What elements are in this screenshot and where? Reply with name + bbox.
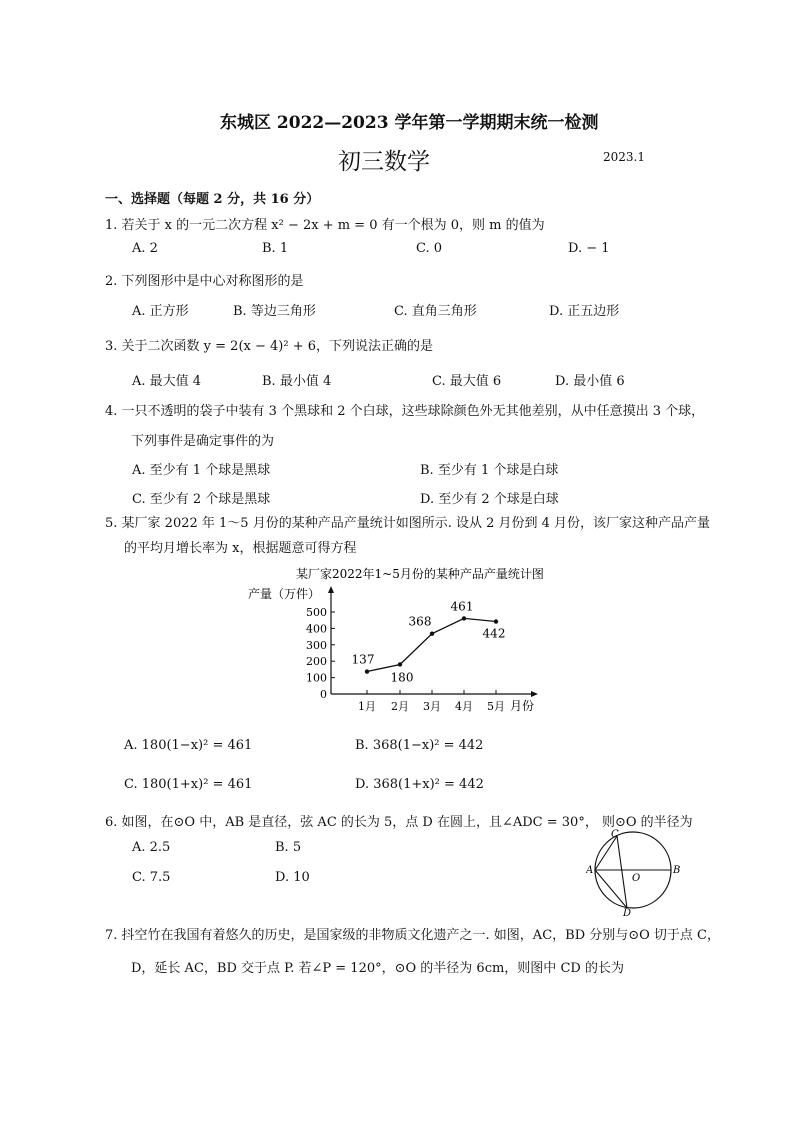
chart-title: 某厂家2022年1~5月份的某种产品产量统计图: [296, 567, 544, 581]
q2-option-d: D. 正五边形: [549, 304, 620, 319]
q4-option-d: D. 至少有 2 个球是白球: [420, 492, 559, 507]
q4-option-c: C. 至少有 2 个球是黑球: [132, 492, 271, 507]
label-b: B: [673, 865, 681, 876]
y-axis-arrow: [328, 586, 334, 593]
q2-option-b: B. 等边三角形: [233, 304, 316, 319]
question-6: 6. 如图，在⊙O 中，AB 是直径，弦 AC 的长为 5，点 D 在圆上，且∠ADC = 30°， 则⊙O 的半径为: [105, 815, 693, 830]
q6-option-a: A. 2.5: [132, 840, 171, 855]
q4-option-b: B. 至少有 1 个球是白球: [420, 463, 559, 478]
x-axis-arrow: [531, 691, 538, 697]
x-tick-label: 4月: [455, 700, 473, 713]
subject-title: 初三数学: [338, 149, 430, 175]
q1-option-c: C. 0: [416, 241, 443, 256]
chord-ac: [595, 836, 617, 870]
q3-option-a: A. 最大值 4: [132, 374, 202, 389]
question-5-line-2: 的平均月增长率为 x，根据题意可得方程: [124, 541, 357, 556]
section-heading: 一、选择题（每题 2 分，共 16 分）: [105, 192, 320, 207]
q2-option-a: A. 正方形: [132, 304, 189, 319]
data-point: [365, 669, 369, 673]
question-4-line-1: 4. 一只不透明的袋子中装有 3 个黑球和 2 个白球，这些球除颜色外无其他差别，从中任意摸出 3 个球，: [105, 404, 705, 419]
data-label: 180: [390, 670, 414, 685]
data-point: [430, 631, 434, 635]
data-label: 461: [450, 599, 474, 614]
exam-date: 2023.1: [603, 150, 645, 164]
data-point: [494, 619, 498, 623]
x-tick-label: 1月: [358, 700, 376, 713]
y-tick-label: 300: [306, 638, 327, 652]
q1-option-d: D. − 1: [568, 241, 610, 256]
label-c: C: [611, 829, 619, 840]
x-tick-label: 2月: [391, 700, 409, 713]
y-tick-label: 200: [306, 655, 327, 669]
q1-option-a: A. 2: [132, 241, 158, 256]
label-d: D: [623, 908, 632, 918]
y-tick-label: 100: [306, 671, 327, 685]
question-5-line-1: 5. 某厂家 2022 年 1～5 月份的某种产品产量统计如图所示. 设从 2 月份到 4 月份，该厂家这种产品产量: [105, 516, 711, 531]
label-o: O: [632, 873, 641, 884]
q6-option-c: C. 7.5: [132, 870, 171, 885]
y-tick-label: 0: [320, 688, 327, 701]
q2-option-c: C. 直角三角形: [394, 304, 477, 319]
question-1: 1. 若关于 x 的一元二次方程 x² − 2x + m = 0 有一个根为 0，则 m 的值为: [105, 218, 545, 233]
q3-option-c: C. 最大值 6: [432, 374, 502, 389]
y-tick-label: 500: [306, 606, 327, 619]
chart-xlabel: 月份: [510, 699, 535, 713]
question-4-line-2: 下列事件是确定事件的为: [131, 434, 275, 449]
circle-figure: [586, 828, 686, 918]
chart-ylabel: 产量（万件）: [248, 587, 321, 601]
q6-option-b: B. 5: [275, 840, 302, 855]
q4-option-a: A. 至少有 1 个球是黑球: [132, 463, 271, 478]
y-tick-label: 400: [306, 622, 327, 636]
x-tick-label: 5月: [487, 700, 505, 713]
question-7-line-2: D，延长 AC，BD 交于点 P. 若∠P = 120°，⊙O 的半径为 6cm，则图中 CD 的长为: [131, 961, 624, 976]
data-point: [398, 662, 402, 666]
q6-option-d: D. 10: [275, 870, 310, 885]
q5-option-b: B. 368(1−x)² = 442: [355, 738, 484, 753]
production-line-chart: [240, 562, 560, 722]
q3-option-b: B. 最小值 4: [262, 374, 332, 389]
data-label: 442: [482, 626, 506, 641]
question-7-line-1: 7. 抖空竹在我国有着悠久的历史，是国家级的非物质文化遗产之一. 如图，AC，BD 分别与⊙O 切于点 C，: [105, 928, 721, 943]
q5-option-d: D. 368(1+x)² = 442: [355, 777, 484, 792]
data-label: 368: [408, 614, 432, 629]
q1-option-b: B. 1: [262, 241, 289, 256]
series-line: [367, 618, 496, 671]
q5-option-a: A. 180(1−x)² = 461: [124, 738, 253, 753]
exam-title: 东城区 2022—2023 学年第一学期期末统一检测: [220, 113, 599, 133]
q3-option-d: D. 最小值 6: [555, 374, 625, 389]
data-point: [462, 616, 466, 620]
data-label: 137: [351, 652, 375, 667]
label-a: A: [586, 865, 594, 876]
question-3: 3. 关于二次函数 y = 2(x − 4)² + 6，下列说法正确的是: [105, 339, 433, 354]
question-2: 2. 下列图形中是中心对称图形的是: [105, 274, 304, 289]
x-tick-label: 3月: [423, 700, 441, 713]
q5-option-c: C. 180(1+x)² = 461: [124, 777, 253, 792]
